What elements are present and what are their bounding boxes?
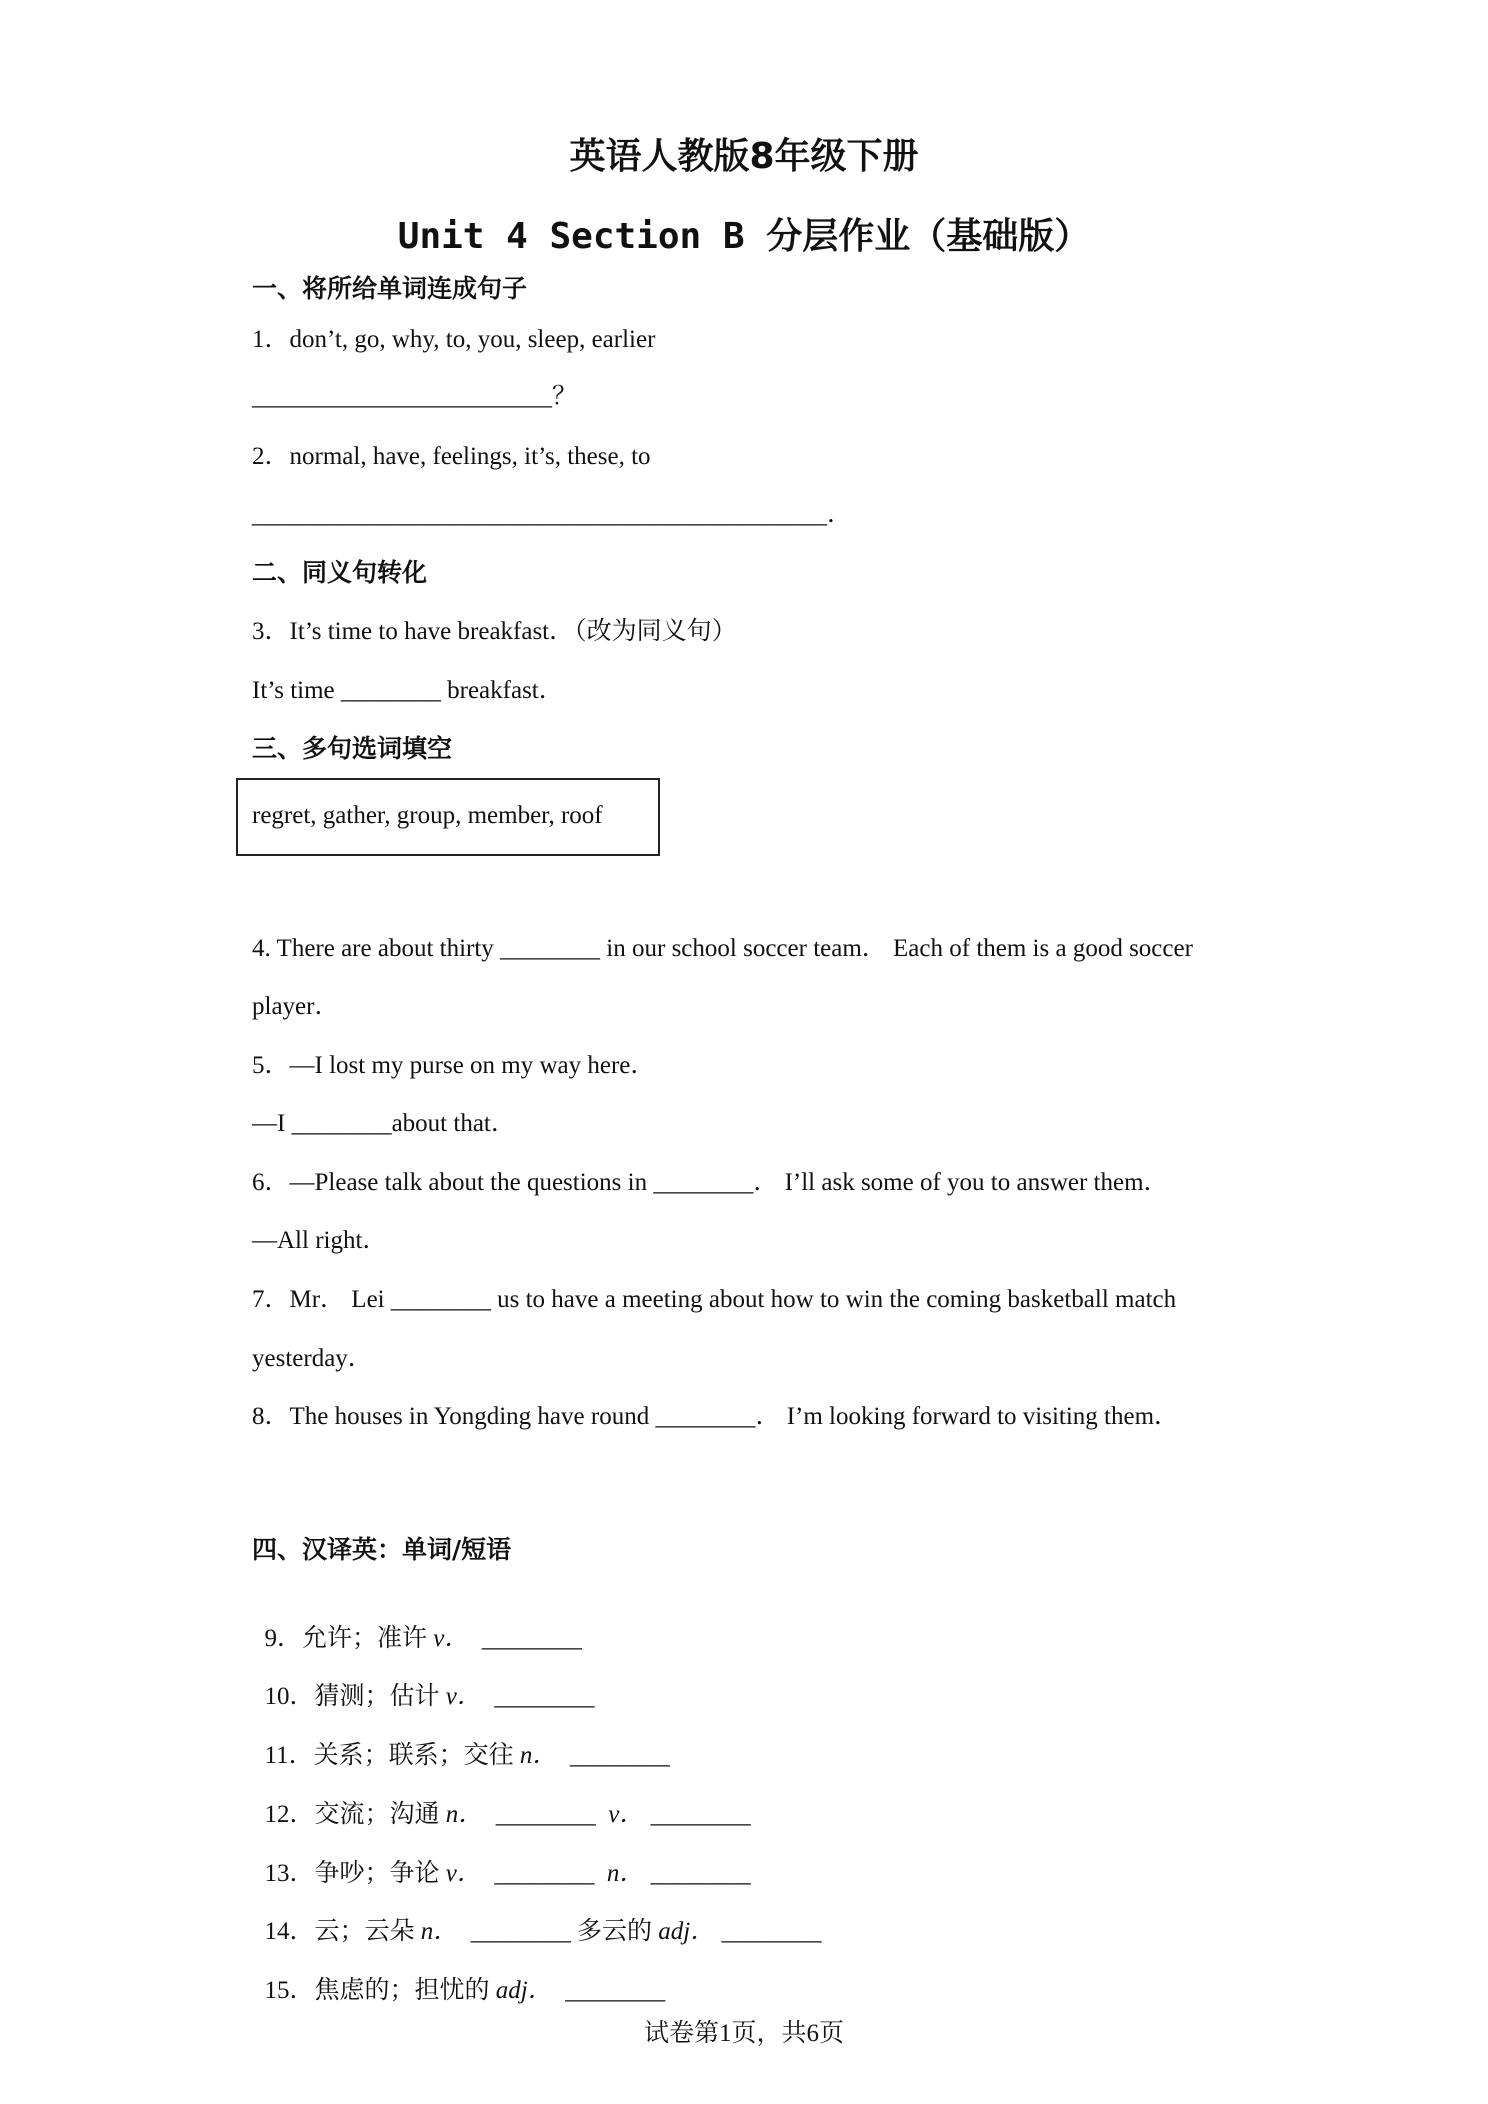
question-13-blank-1[interactable]: ________ [481,1860,607,1887]
question-4-continued: player． [252,993,340,1020]
question-11-blank[interactable]: ________ [557,1742,670,1769]
question-9-pos: v． [433,1625,470,1652]
question-13-text: 13．争吵；争论 [264,1860,440,1887]
question-14-blank-1[interactable]: ________ 多云的 [458,1918,653,1945]
question-14 [252,1887,822,1947]
question-9-text: 9．允许；准许 [264,1625,428,1652]
word-bank-box [236,778,660,856]
question-3: 3．It’s time to have breakfast．（改为同义句） [252,618,737,645]
question-12-blank-1[interactable]: ________ [483,1801,609,1828]
question-10-pos: v． [445,1683,482,1710]
page-title: 英语人教版8年级下册 [569,136,919,177]
question-8: 8．The houses in Yongding have round ________． I’m looking forward to visiting them． [252,1403,1180,1430]
question-1-answer-blank[interactable]: ________________________？ [252,383,578,410]
question-15-pos: adj． [495,1977,553,2004]
question-13-pos-noun: n． [606,1860,645,1887]
question-12-text: 12．交流；沟通 [264,1801,440,1828]
question-7: 7．Mr． Lei ________ us to have a meeting about how to win the coming basketball match [252,1286,1177,1313]
question-15-text: 15．焦虑的；担忧的 [264,1977,490,2004]
question-13-pos-verb: v． [445,1860,482,1887]
section-4-heading: 四、汉译英：单词/短语 [252,1535,512,1564]
question-15 [252,1946,665,2006]
section-2-heading: 二、同义句转化 [252,558,428,587]
question-10 [252,1652,594,1712]
question-11 [252,1711,670,1771]
word-bank-text: regret, gather, group, member, roof [252,802,603,829]
question-12-pos-noun: n． [445,1801,484,1828]
question-10-text: 10．猜测；估计 [264,1683,440,1710]
page-footer: 试卷第1页，共6页 [643,2020,844,2047]
question-12-blank-2[interactable]: ________ [644,1801,751,1828]
question-11-text: 11．关系；联系；交往 [264,1742,514,1769]
question-1: 1．don’t, go, why, to, you, sleep, earlier [252,326,656,353]
question-13-blank-2[interactable]: ________ [644,1860,751,1887]
question-12-pos-verb: v． [608,1801,645,1828]
question-14-text: 14．云；云朵 [264,1918,415,1945]
question-5: 5．—I lost my purse on my way here． [252,1052,656,1079]
question-6-reply: —All right． [252,1227,388,1254]
question-15-blank[interactable]: ________ [552,1977,666,2004]
section-3-heading: 三、多句选词填空 [252,734,453,763]
question-10-blank[interactable]: ________ [481,1683,595,1710]
question-11-pos: n． [519,1742,558,1769]
question-14-blank-2[interactable]: ________ [715,1918,822,1945]
question-9 [252,1594,582,1654]
question-3-answer[interactable]: It’s time ________ breakfast． [252,677,564,704]
question-9-blank[interactable]: ________ [469,1625,582,1652]
question-12 [252,1770,751,1830]
question-4: 4. There are about thirty ________ in our school soccer team． Each of them is a good soccer [252,935,1193,962]
question-13 [252,1829,751,1889]
question-6: 6．—Please talk about the questions in ________． I’ll ask some of you to answer them． [252,1169,1169,1196]
question-2: 2．normal, have, feelings, it’s, these, to [252,443,651,470]
section-1-heading: 一、将所给单词连成句子 [252,274,528,303]
question-14-pos-noun: n． [420,1918,459,1945]
question-14-pos-adj: adj． [658,1918,716,1945]
page-subtitle: Unit 4 Section B 分层作业（基础版） [397,216,1091,257]
question-5-reply: —I ________about that． [252,1110,516,1137]
question-2-answer-blank[interactable]: ______________________________________________． [252,501,853,528]
question-7-continued: yesterday． [252,1345,373,1372]
